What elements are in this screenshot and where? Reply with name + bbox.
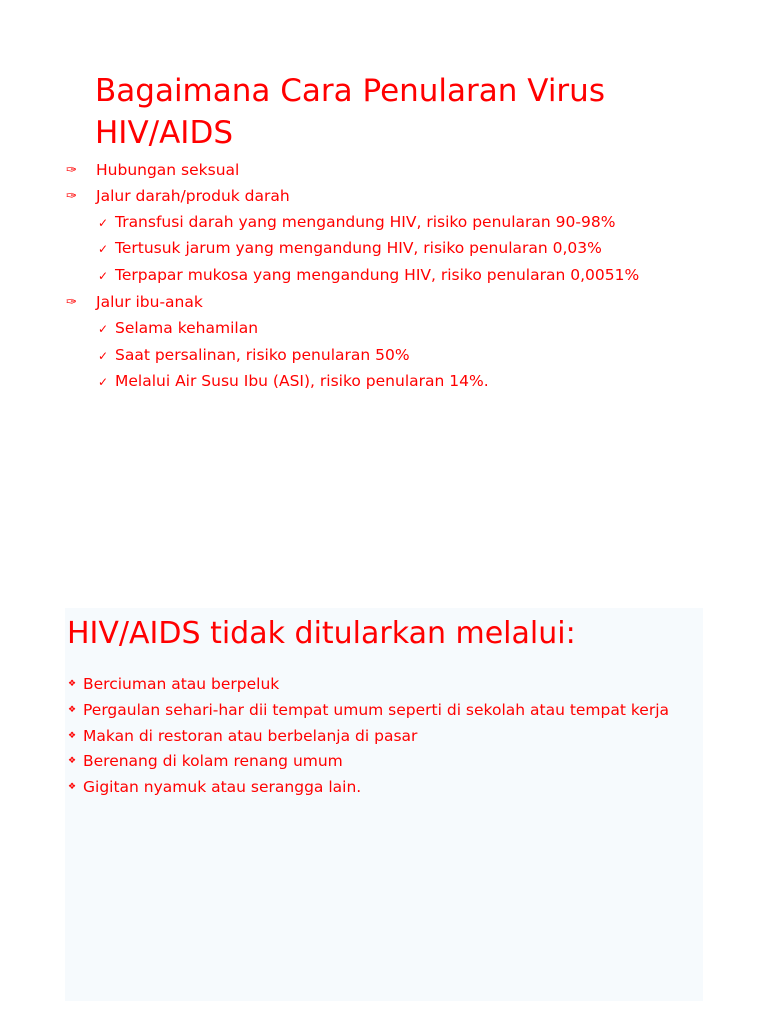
sub-list-item — [98, 210, 639, 237]
diamond-bullet-icon: ❖ — [68, 782, 77, 793]
diamond-bullet-icon: ❖ — [68, 756, 77, 767]
slide-title-transmission: Bagaimana Cara Penularan Virus HIV/AIDS — [95, 73, 605, 151]
list-item-label: Berenang di kolam renang umum — [83, 752, 343, 771]
list-item-label: Pergaulan sehari-har dii tempat umum seperti di sekolah atau tempat kerja — [83, 700, 670, 719]
sub-item-label: Tertusuk jarum yang mengandung HIV, risiko penularan 0,03% — [115, 239, 602, 258]
sub-list-item — [98, 369, 639, 396]
list-item-label: Hubungan seksual — [96, 161, 240, 179]
checkmark-icon: ✓ — [98, 348, 109, 363]
list-item-label: Gigitan nyamuk atau serangga lain. — [83, 778, 362, 797]
sub-item-label: Melalui Air Susu Ibu (ASI), risiko penularan 14%. — [115, 372, 489, 391]
checkmark-icon: ✓ — [98, 215, 109, 230]
diamond-bullet-icon: ❖ — [68, 704, 77, 715]
list-item — [66, 184, 639, 290]
checkmark-icon: ✓ — [98, 269, 109, 284]
sub-item-label: Terpapar mukosa yang mengandung HIV, risiko penularan 0,0051% — [115, 266, 640, 285]
list-item-label: Makan di restoran atau berbelanja di pasar — [83, 726, 418, 745]
list-item — [66, 158, 639, 184]
transmission-list — [66, 158, 639, 396]
sub-list — [66, 316, 639, 396]
sub-list-item — [98, 236, 639, 263]
checkmark-icon: ✓ — [98, 242, 109, 257]
sub-list-item — [98, 316, 639, 343]
diamond-bullet-icon: ❖ — [68, 679, 77, 689]
list-item — [68, 775, 702, 801]
sub-item-label: Saat persalinan, risiko penularan 50% — [115, 345, 410, 364]
leaf-bullet-icon: ✑ — [66, 294, 77, 310]
list-item-label: Jalur darah/produk darah — [96, 186, 290, 205]
list-item — [68, 724, 702, 750]
not-transmitted-list — [68, 672, 702, 801]
slide-not-transmitted — [65, 608, 703, 1001]
slide-title-not-transmitted: HIV/AIDS tidak ditularkan melalui: — [67, 616, 576, 651]
list-item — [66, 290, 639, 396]
list-item — [68, 698, 702, 724]
leaf-bullet-icon: ✑ — [66, 188, 77, 204]
list-item — [68, 672, 702, 698]
checkmark-icon: ✓ — [98, 375, 109, 390]
list-item — [68, 749, 702, 775]
list-item-label: Berciuman atau berpeluk — [83, 675, 280, 693]
diamond-bullet-icon: ❖ — [68, 730, 77, 741]
checkmark-icon: ✓ — [98, 321, 109, 336]
sub-list-item — [98, 263, 639, 290]
leaf-bullet-icon: ✑ — [66, 163, 77, 178]
sub-item-label: Selama kehamilan — [115, 318, 259, 337]
sub-list-item — [98, 343, 639, 370]
list-item-label: Jalur ibu-anak — [96, 292, 203, 311]
sub-list — [66, 210, 639, 290]
sub-item-label: Transfusi darah yang mengandung HIV, risiko penularan 90-98% — [115, 212, 616, 231]
